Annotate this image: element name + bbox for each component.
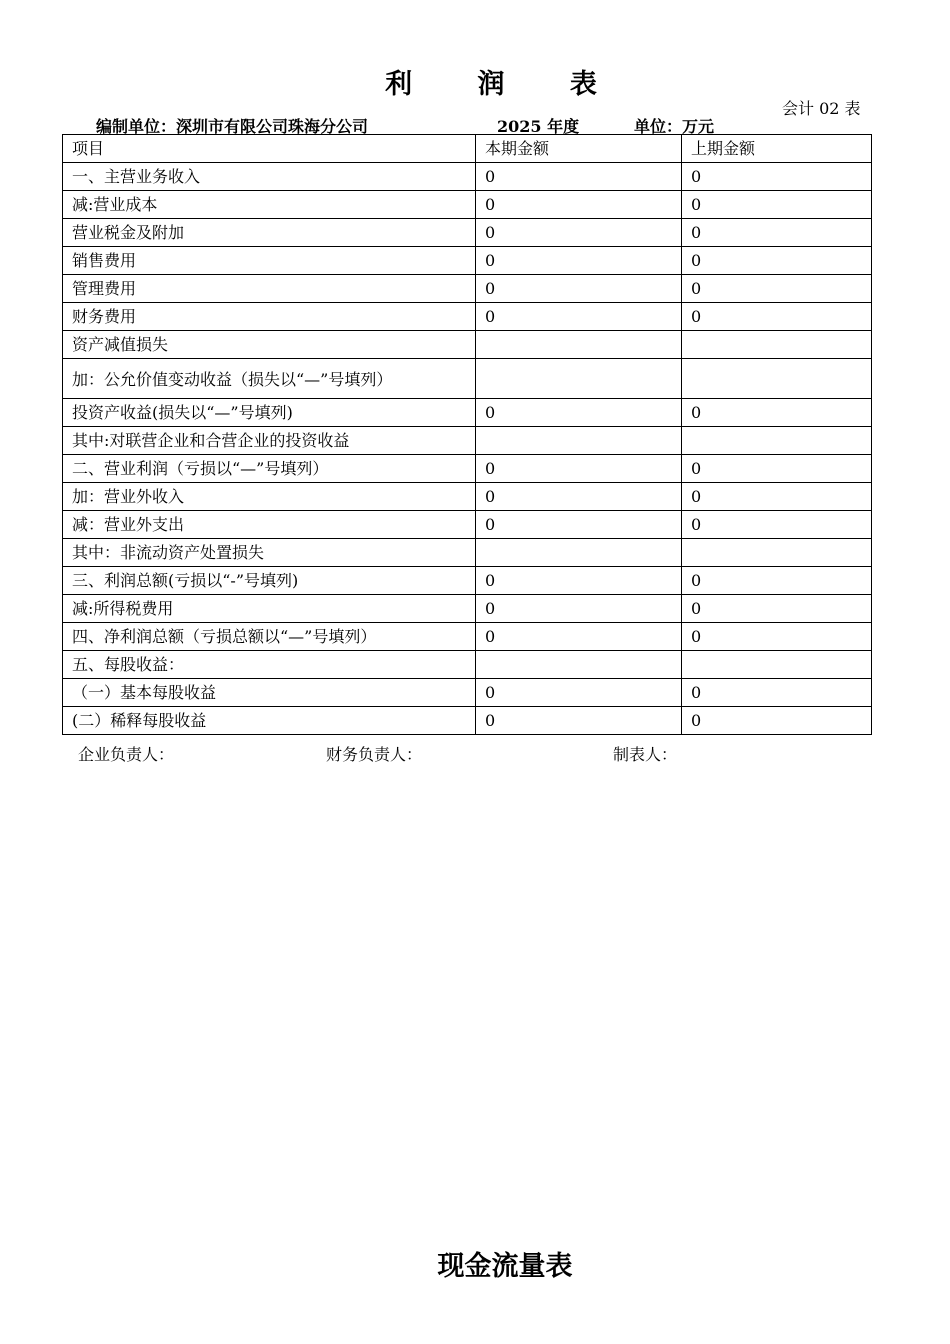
row-previous-amount: 0: [682, 399, 872, 427]
table-row: [63, 275, 872, 303]
row-item: 减:营业成本: [63, 191, 476, 219]
row-current-amount: 0: [476, 511, 682, 539]
finance-head-signature: 财务负责人：: [326, 745, 423, 764]
table-row: [63, 651, 872, 679]
row-item: 五、每股收益：: [63, 651, 476, 679]
report-title: 利 润 表: [385, 69, 625, 100]
enterprise-head-signature: 企业负责人：: [78, 745, 175, 764]
row-current-amount: 0: [476, 567, 682, 595]
table-row: [63, 247, 872, 275]
table-row: [63, 427, 872, 455]
row-current-amount: [476, 651, 682, 679]
row-current-amount: 0: [476, 219, 682, 247]
column-header-current: 本期金额: [476, 135, 682, 163]
row-item: 加：公允价值变动收益（损失以“—”号填列）: [63, 359, 476, 399]
row-current-amount: [476, 359, 682, 399]
table-row: [63, 399, 872, 427]
row-previous-amount: 0: [682, 483, 872, 511]
row-item: 一、主营业务收入: [63, 163, 476, 191]
table-row: [63, 191, 872, 219]
row-item: 投资产收益(损失以“—”号填列): [63, 399, 476, 427]
row-current-amount: 0: [476, 303, 682, 331]
table-row: [63, 539, 872, 567]
table-row: [63, 219, 872, 247]
table-row: [63, 163, 872, 191]
preparer-signature: 制表人：: [613, 745, 678, 764]
row-item: 管理费用: [63, 275, 476, 303]
row-item: 营业税金及附加: [63, 219, 476, 247]
table-row: [63, 623, 872, 651]
row-previous-amount: 0: [682, 567, 872, 595]
table-row: [63, 595, 872, 623]
row-previous-amount: 0: [682, 623, 872, 651]
row-item: 其中：非流动资产处置损失: [63, 539, 476, 567]
row-item: 加：营业外收入: [63, 483, 476, 511]
table-row: [63, 455, 872, 483]
row-previous-amount: 0: [682, 455, 872, 483]
row-current-amount: [476, 427, 682, 455]
row-item: 减：营业外支出: [63, 511, 476, 539]
row-previous-amount: 0: [682, 511, 872, 539]
row-item: 销售费用: [63, 247, 476, 275]
table-row: [63, 567, 872, 595]
row-previous-amount: 0: [682, 707, 872, 735]
row-previous-amount: 0: [682, 163, 872, 191]
row-previous-amount: 0: [682, 191, 872, 219]
row-item: 资产减值损失: [63, 331, 476, 359]
income-statement-table: [62, 134, 872, 735]
currency-unit: 单位：万元: [634, 117, 715, 136]
preparing-unit: 编制单位：深圳市有限公司珠海分公司: [96, 117, 369, 136]
table-row: [63, 483, 872, 511]
row-item: 其中:对联营企业和合营企业的投资收益: [63, 427, 476, 455]
table-row: [63, 511, 872, 539]
row-current-amount: 0: [476, 163, 682, 191]
row-current-amount: 0: [476, 191, 682, 219]
row-current-amount: 0: [476, 247, 682, 275]
column-header-item: 项目: [63, 135, 476, 163]
row-previous-amount: [682, 359, 872, 399]
row-previous-amount: 0: [682, 303, 872, 331]
column-header-previous: 上期金额: [682, 135, 872, 163]
table-row: [63, 331, 872, 359]
row-current-amount: 0: [476, 595, 682, 623]
table-row: [63, 707, 872, 735]
row-current-amount: 0: [476, 623, 682, 651]
row-previous-amount: 0: [682, 679, 872, 707]
row-current-amount: [476, 331, 682, 359]
row-previous-amount: 0: [682, 275, 872, 303]
row-item: 三、利润总额(亏损以“-”号填列): [63, 567, 476, 595]
table-header-row: [63, 135, 872, 163]
table-row: [63, 303, 872, 331]
row-current-amount: 0: [476, 275, 682, 303]
table-row: [63, 679, 872, 707]
row-item: 二、营业利润（亏损以“—”号填列）: [63, 455, 476, 483]
row-previous-amount: [682, 331, 872, 359]
row-current-amount: 0: [476, 707, 682, 735]
table-row: [63, 359, 872, 399]
row-current-amount: [476, 539, 682, 567]
row-previous-amount: [682, 539, 872, 567]
form-number: 会计 02 表: [782, 99, 861, 118]
report-year: 2025 年度: [497, 117, 580, 136]
row-previous-amount: 0: [682, 595, 872, 623]
row-previous-amount: [682, 651, 872, 679]
row-previous-amount: [682, 427, 872, 455]
row-previous-amount: 0: [682, 247, 872, 275]
row-item: 减:所得税费用: [63, 595, 476, 623]
row-item: (二）稀释每股收益: [63, 707, 476, 735]
row-current-amount: 0: [476, 399, 682, 427]
cash-flow-statement-title: 现金流量表: [437, 1251, 573, 1282]
row-current-amount: 0: [476, 483, 682, 511]
row-current-amount: 0: [476, 455, 682, 483]
row-item: （一）基本每股收益: [63, 679, 476, 707]
row-previous-amount: 0: [682, 219, 872, 247]
row-item: 财务费用: [63, 303, 476, 331]
row-item: 四、净利润总额（亏损总额以“—”号填列）: [63, 623, 476, 651]
row-current-amount: 0: [476, 679, 682, 707]
